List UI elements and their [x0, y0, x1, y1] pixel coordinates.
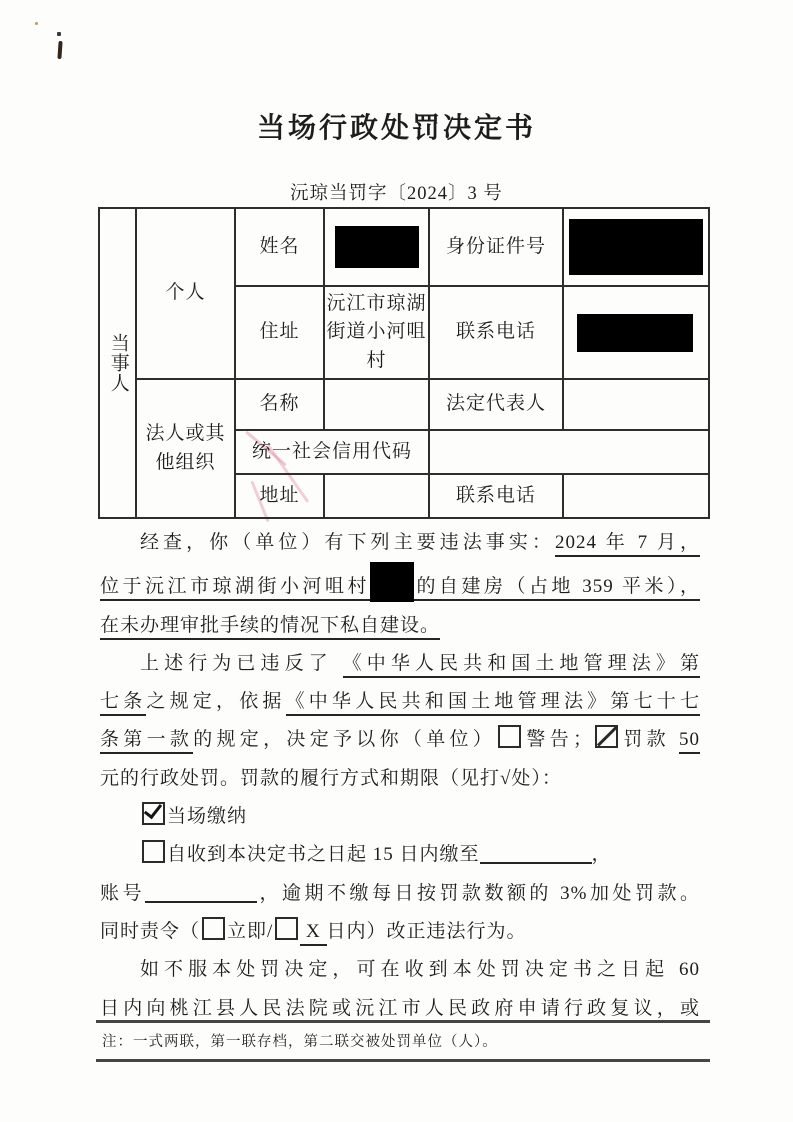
body-line-p4-2	[100, 875, 700, 913]
text-segment: 在未办理审批手续的情况下私自建设。	[100, 615, 440, 640]
redaction-box-inline	[370, 562, 414, 602]
body-line-p2-3	[100, 721, 700, 759]
text-segment: 当场缴纳	[167, 806, 248, 828]
text-segment: ，	[591, 844, 612, 866]
text-segment: 之规定，依据	[146, 691, 286, 713]
organization-label: 法人或其他组织	[136, 379, 235, 518]
org-name-label: 名称	[235, 379, 324, 430]
text-segment: 或	[331, 997, 356, 1019]
pen-mark-stroke	[57, 41, 62, 59]
org-address-value-cell	[324, 474, 429, 518]
pen-mark-dot	[57, 32, 61, 36]
text-segment: 沅江市人民政府	[355, 998, 517, 1023]
text-segment: ，逾期不缴每日按罚款数额的 3%加处罚款。	[257, 882, 700, 904]
text-segment: 2024 年 7 月，	[555, 532, 700, 557]
body-line-p1-1	[100, 524, 700, 562]
text-segment: 同时责令（	[100, 920, 201, 942]
id-number-label: 身份证件号	[429, 208, 563, 286]
text-segment: 的自建房（占地 359 平米），	[414, 576, 700, 601]
legal-rep-label: 法定代表人	[429, 379, 563, 430]
text-segment: 申请行政复议，或	[517, 997, 700, 1019]
text-segment: 《中华人民共和国土地管理法》第	[343, 653, 700, 678]
text-segment: 罚款	[620, 729, 679, 751]
document-title: 当场行政处罚决定书	[256, 113, 536, 144]
text-segment: 条第一款	[100, 729, 193, 754]
body-line-p2-2	[100, 683, 700, 721]
body-line-p5-1	[100, 951, 700, 989]
org-address-label: 地址	[235, 474, 324, 518]
body-line-p4-3	[100, 913, 700, 951]
address-label: 住址	[235, 286, 324, 379]
checkbox-unchecked	[142, 840, 165, 863]
name-label: 姓名	[235, 208, 324, 286]
credit-code-label: 统一社会信用代码	[235, 430, 429, 474]
redaction-box-phone	[577, 314, 693, 352]
org-name-value-cell	[324, 379, 429, 430]
credit-code-value-cell	[429, 430, 709, 474]
footer-note: 注：一式两联，第一联存档，第二联交被处罚单位（人）。	[102, 1034, 498, 1050]
blank-underline	[480, 850, 592, 864]
text-segment: 账号	[100, 882, 145, 904]
text-segment: 立即/	[227, 920, 274, 942]
body-line-p2-4	[100, 760, 700, 798]
text-segment: 的规定，决定予以你（单位）	[193, 729, 497, 751]
checkbox-checked	[142, 802, 165, 825]
checkbox-checked-slash	[595, 725, 618, 748]
blank-underline	[145, 889, 257, 903]
legal-rep-value-cell	[563, 379, 709, 430]
text-segment: 上述行为已违反了	[140, 652, 343, 674]
pen-mark-dot	[35, 22, 38, 25]
body-line-p2-1	[100, 645, 700, 683]
redaction-box-id	[569, 219, 703, 275]
text-segment: 50	[679, 729, 700, 754]
text-segment: 《中华人民共和国土地管理法》第七十七	[286, 691, 700, 716]
text-segment: X	[300, 921, 326, 946]
text-segment: 桃江县人民法院	[170, 998, 332, 1023]
text-segment: 日内）改正违法行为。	[326, 920, 527, 942]
body-text	[100, 524, 700, 1028]
checkbox-unchecked	[202, 917, 225, 940]
text-segment: 自收到本决定书之日起 15 日内缴至	[167, 844, 480, 866]
individual-label: 个人	[136, 208, 235, 379]
redaction-box-name	[335, 226, 419, 268]
body-line-p3-1	[100, 798, 700, 836]
checkbox-unchecked	[498, 725, 521, 748]
body-line-p4-1	[100, 836, 700, 874]
org-phone-label: 联系电话	[429, 474, 563, 518]
party-info-table	[98, 207, 710, 519]
text-segment: 经查，你（单位）有下列主要违法事实：	[140, 532, 555, 553]
body-line-p1-3	[100, 607, 700, 645]
body-line-p1-2	[100, 562, 700, 606]
text-segment: 日内向	[100, 997, 170, 1019]
text-segment: 警告；	[523, 729, 594, 751]
party-label: 当事人	[99, 208, 136, 518]
phone-value-cell	[563, 286, 709, 379]
document-number: 沅琼当罚字〔2024〕3 号	[290, 184, 503, 204]
text-segment: 位于沅江市琼湖街小河咀村	[100, 576, 370, 601]
text-segment: 如不服本处罚决定，可在收到本处罚决定书之日起 60	[140, 959, 700, 981]
id-number-value-cell	[563, 208, 709, 286]
phone-label: 联系电话	[429, 286, 563, 379]
org-phone-value-cell	[563, 474, 709, 518]
text-segment: 七条	[100, 691, 146, 716]
checkbox-unchecked	[275, 917, 298, 940]
footer-note-block	[96, 1020, 710, 1062]
text-segment: 元的行政处罚。罚款的履行方式和期限（见打√处）：	[100, 767, 562, 789]
address-value: 沅江市琼湖街道小河咀村	[324, 286, 429, 379]
name-value-cell	[324, 208, 429, 286]
